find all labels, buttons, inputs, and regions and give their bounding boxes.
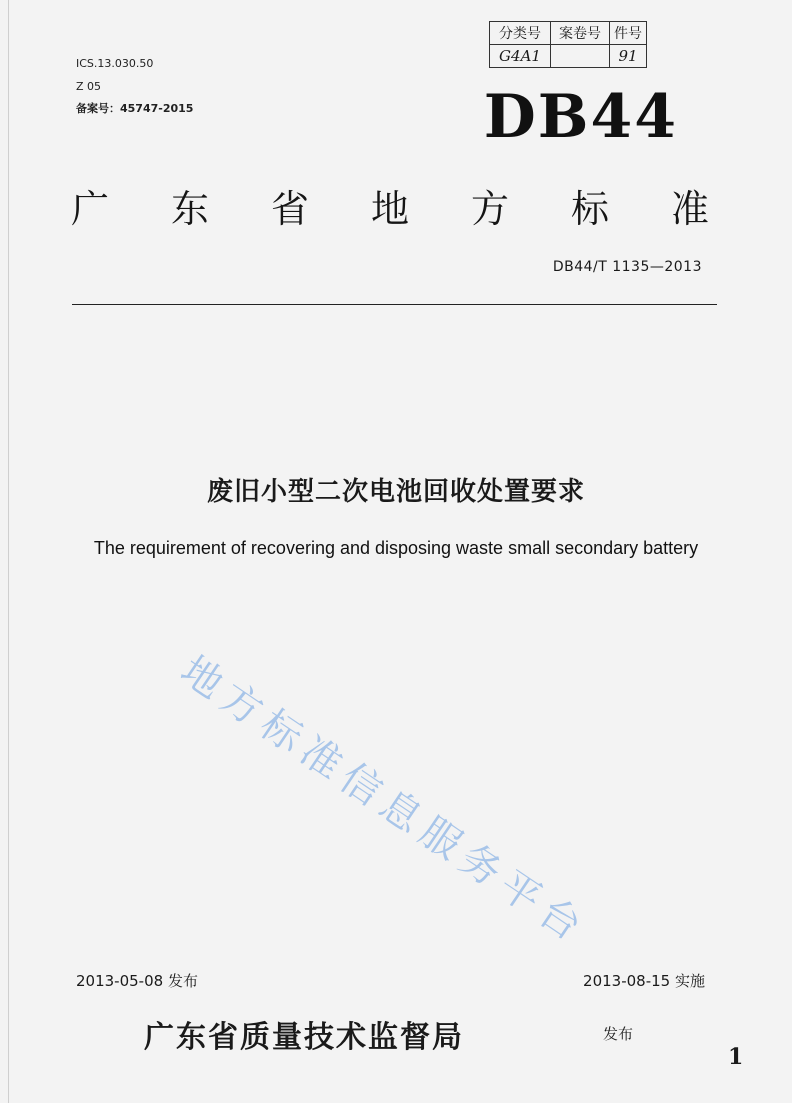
issuing-authority-suffix: 发布 <box>603 1025 634 1043</box>
standard-brand: DB44 <box>483 82 678 152</box>
record-number: 备案号：45747-2015 <box>76 102 194 115</box>
standard-type-heading <box>60 178 720 233</box>
standard-type-char: 省 <box>270 187 309 231</box>
standard-type-char: 准 <box>670 187 709 231</box>
standard-type-char: 方 <box>470 187 509 231</box>
filing-value-class: G4A1 <box>490 45 551 68</box>
header-divider <box>72 304 717 305</box>
ics-code: ICS.13.030.50 <box>76 57 154 70</box>
filing-box <box>489 21 647 68</box>
standard-type-char: 广 <box>70 187 109 231</box>
standard-number: DB44/T 1135—2013 <box>552 259 702 275</box>
standard-type-char: 东 <box>170 187 209 231</box>
filing-value-item: 91 <box>610 45 647 68</box>
filing-header-item: 件号 <box>610 22 647 45</box>
standard-type-char: 地 <box>370 187 409 231</box>
document-title-chinese: 废旧小型二次电池回收处置要求 <box>206 477 585 507</box>
document-title-english: The requirement of recovering and disposing waste small secondary battery <box>93 538 699 558</box>
ccs-code: Z 05 <box>76 80 102 93</box>
filing-header-class: 分类号 <box>490 22 551 45</box>
filing-value-volume <box>551 45 610 68</box>
page-number: 1 <box>728 1044 744 1070</box>
issuing-authority: 广东省质量技术监督局 <box>144 1020 464 1055</box>
implementation-date: 2013-08-15 实施 <box>583 972 705 990</box>
standard-type-char: 标 <box>570 187 609 231</box>
filing-header-volume: 案卷号 <box>551 22 610 45</box>
watermark: 地方标准信息服务平台 <box>172 647 596 955</box>
issue-date: 2013-05-08 发布 <box>76 972 198 990</box>
